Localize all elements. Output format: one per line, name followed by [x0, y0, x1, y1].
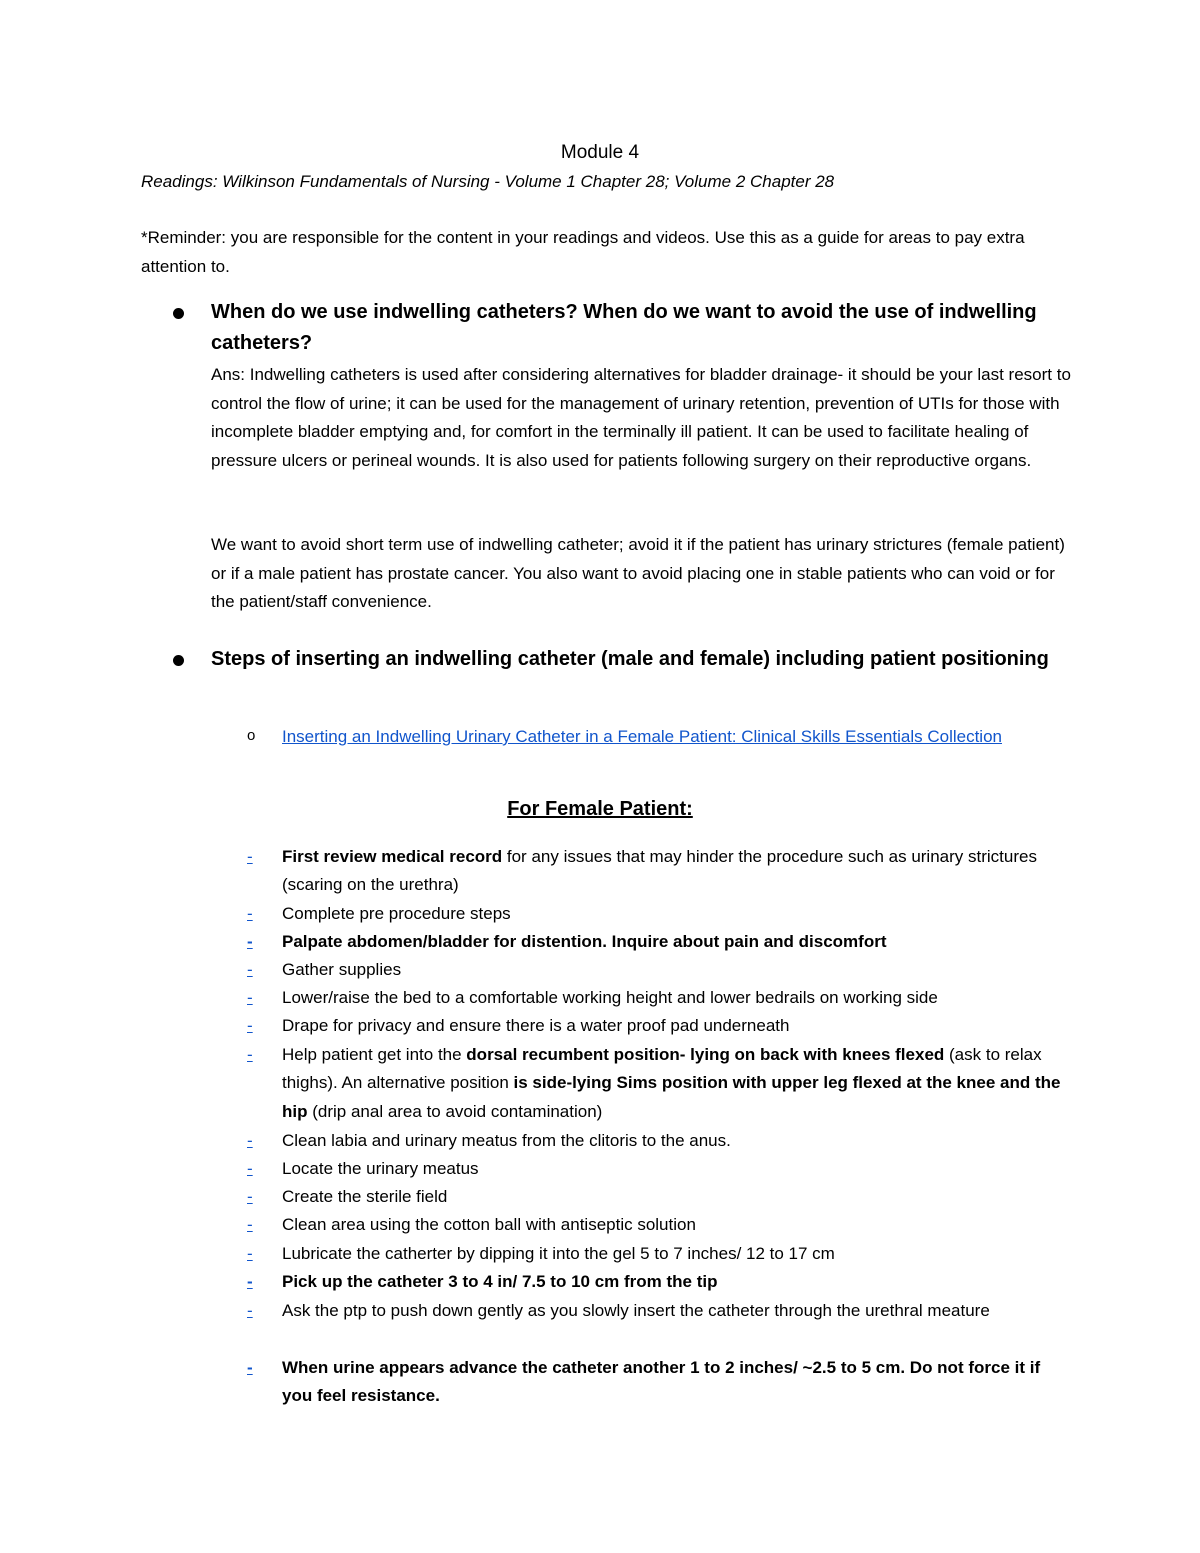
step-text: Gather supplies	[282, 960, 402, 979]
list-item	[247, 900, 1067, 928]
section1-avoid: We want to avoid short term use of indwelling catheter; avoid it if the patient has urinary strictures (female patient) or if a male patient has prostate cancer. You also want to avoid placing one in stable patients who can void or for the patient/staff convenience.	[211, 535, 1065, 611]
dash-marker: -	[247, 932, 253, 951]
list-item	[247, 956, 1067, 984]
step-bold-text: First review medical record	[282, 847, 503, 866]
list-item	[247, 1183, 1067, 1211]
step-text: Clean labia and urinary meatus from the clitoris to the anus.	[282, 1131, 731, 1150]
list-item	[247, 1127, 1067, 1155]
step-text: Locate the urinary meatus	[282, 1159, 479, 1178]
list-item	[247, 1041, 1067, 1126]
section1-answer: Ans: Indwelling catheters is used after considering alternatives for bladder drainage- it should be your last resort to control the flow of urine; it can be used for the management of urinary retention, prevention of UTIs for those with incomplete bladder emptying and, for comfort in the terminally ill patient. It can be used to facilitate healing of pressure ulcers or perineal wounds. It is also used for patients following surgery on their reproductive organs.	[211, 365, 1071, 470]
list-item	[247, 1240, 1067, 1268]
dash-marker: -	[247, 904, 253, 923]
dash-marker: -	[247, 1358, 253, 1377]
step-text: Ask the ptp to push down gently as you slowly insert the catheter through the urethral meature	[282, 1301, 990, 1320]
step-text: Pick up the catheter 3 to 4 in/ 7.5 to 10 cm from the tip	[282, 1272, 718, 1291]
dash-marker: -	[247, 960, 253, 979]
bullet-dot-icon	[173, 308, 184, 319]
dash-marker: -	[247, 1272, 253, 1291]
dash-marker: -	[247, 847, 253, 866]
step-text: Palpate abdomen/bladder for distention. Inquire about pain and discomfort	[282, 932, 887, 951]
sub-bullet-circle-icon: o	[247, 727, 256, 744]
step-text: Lubricate the catherter by dipping it into the gel 5 to 7 inches/ 12 to 17 cm	[282, 1244, 835, 1263]
section2-heading: Steps of inserting an indwelling catheter (male and female) including patient positioning	[211, 648, 1049, 670]
step-text: Create the sterile field	[282, 1187, 448, 1206]
readings-line: Readings: Wilkinson Fundamentals of Nursing - Volume 1 Chapter 28; Volume 2 Chapter 28	[141, 172, 835, 191]
dash-marker: -	[247, 1244, 253, 1263]
step-bold-text: is side-lying Sims position with upper leg flexed at the knee and the hip	[282, 1073, 1061, 1121]
dash-marker: -	[247, 1045, 253, 1064]
list-item	[247, 928, 1067, 956]
female-patient-subheading: For Female Patient:	[507, 798, 693, 820]
step-text: (ask to relax thighs). An alternative position	[282, 1045, 1042, 1093]
list-item	[247, 1211, 1067, 1239]
page-title: Module 4	[560, 142, 640, 163]
step-text: Drape for privacy and ensure there is a water proof pad underneath	[282, 1016, 790, 1035]
bullet-dot-icon	[173, 655, 184, 666]
list-item	[247, 843, 1067, 900]
step-text: for any issues that may hinder the procedure such as urinary strictures (scaring on the urethra)	[282, 847, 1037, 895]
section1-heading: When do we use indwelling catheters? When do we want to avoid the use of indwelling catheters?	[211, 301, 1037, 354]
step-text: When urine appears advance the catheter another 1 to 2 inches/ ~2.5 to 5 cm. Do not force it if you feel resistance.	[282, 1358, 1041, 1406]
video-link[interactable]: Inserting an Indwelling Urinary Catheter in a Female Patient: Clinical Skills Essentials Collection	[282, 727, 1002, 746]
step-text: (drip anal area to avoid contamination)	[307, 1101, 603, 1121]
list-item	[247, 984, 1067, 1012]
list-item	[247, 1268, 1067, 1296]
dash-marker: -	[247, 1215, 253, 1234]
dash-marker: -	[247, 1159, 253, 1178]
step-text: Lower/raise the bed to a comfortable working height and lower bedrails on working side	[282, 988, 938, 1007]
dash-marker: -	[247, 1301, 253, 1320]
list-item	[247, 1012, 1067, 1040]
list-item	[247, 1155, 1067, 1183]
dash-marker: -	[247, 1131, 253, 1150]
step-bold-text: dorsal recumbent position- lying on back with knees flexed	[466, 1045, 945, 1064]
reminder-text: *Reminder: you are responsible for the content in your readings and videos. Use this as a guide for areas to pay extra attention to.	[141, 228, 1025, 276]
step-text: Clean area using the cotton ball with antiseptic solution	[282, 1215, 696, 1234]
step-text: Complete pre procedure steps	[282, 904, 511, 923]
list-item	[247, 1354, 1067, 1411]
dash-marker: -	[247, 1016, 253, 1035]
dash-marker: -	[247, 988, 253, 1007]
dash-marker: -	[247, 1187, 253, 1206]
step-text: Help patient get into the	[282, 1045, 467, 1064]
list-item	[247, 1297, 1067, 1325]
